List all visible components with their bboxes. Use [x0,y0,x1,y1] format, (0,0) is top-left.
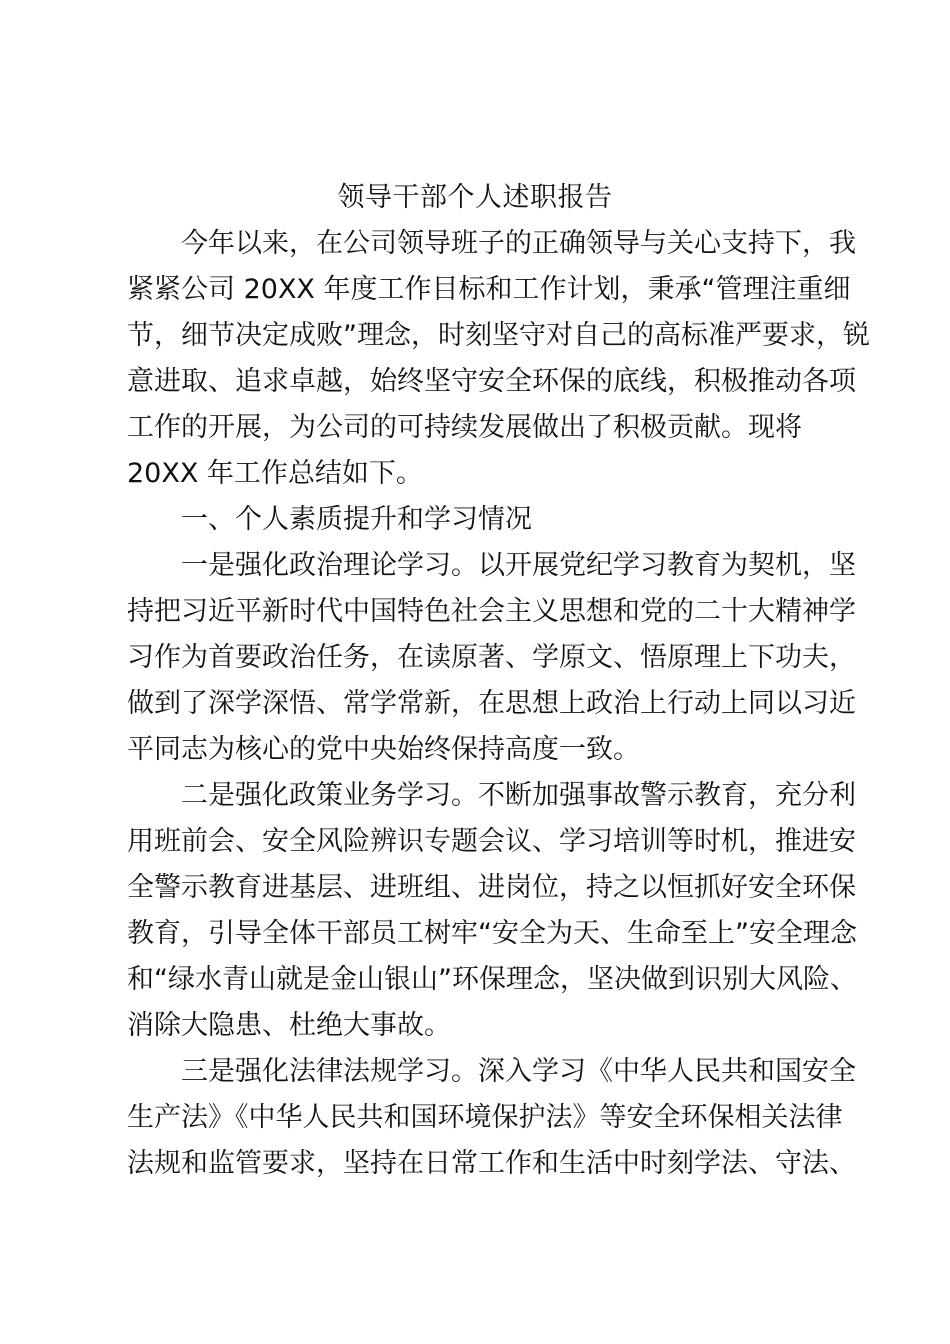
paragraph-line: 平同志为核心的党中央始终保持高度一致。 [127,734,640,765]
paragraph-line: 教育，引导全体干部员工树牢“安全为天、生命至上”安全理念 [127,918,857,949]
paragraph-line: 和“绿水青山就是金山银山”环保理念，坚决做到识别大风险、 [127,964,857,995]
document-title: 领导干部个人述职报告 [337,182,613,213]
paragraph-line: 20XX 年工作总结如下。 [127,458,423,489]
paragraph-line: 二是强化政策业务学习。不断加强事故警示教育，充分利 [181,780,856,811]
paragraph-line: 三是强化法律法规学习。深入学习《中华人民共和国安全 [181,1056,856,1087]
paragraph-line: 生产法》《中华人民共和国环境保护法》等安全环保相关法律 [127,1102,843,1133]
paragraph-line: 做到了深学深悟、常学常新，在思想上政治上行动上同以习近 [127,688,856,719]
paragraph-line: 消除大隐患、杜绝大事故。 [127,1010,451,1041]
paragraph-line: 节，细节决定成败”理念，时刻坚守对自己的高标准严要求，锐 [127,320,870,351]
paragraph-line: 紧紧公司 20XX 年度工作目标和工作计划，秉承“管理注重细 [127,274,851,305]
section-heading: 一、个人素质提升和学习情况 [181,504,532,535]
paragraph-line: 全警示教育进基层、进班组、进岗位，持之以恒抓好安全环保 [127,872,856,903]
paragraph-line: 习作为首要政治任务，在读原著、学原文、悟原理上下功夫， [127,642,856,673]
paragraph-line: 工作的开展，为公司的可持续发展做出了积极贡献。现将 [127,412,802,443]
paragraph-line: 持把习近平新时代中国特色社会主义思想和党的二十大精神学 [127,596,856,627]
paragraph-line: 法规和监管要求，坚持在日常工作和生活中时刻学法、守法、 [127,1148,856,1179]
paragraph-line: 用班前会、安全风险辨识专题会议、学习培训等时机，推进安 [127,826,856,857]
paragraph-line: 意进取、追求卓越，始终坚守安全环保的底线，积极推动各项 [127,366,856,397]
paragraph-line: 一是强化政治理论学习。以开展党纪学习教育为契机，坚 [181,550,856,581]
paragraph-line: 今年以来，在公司领导班子的正确领导与关心支持下，我 [181,228,856,259]
